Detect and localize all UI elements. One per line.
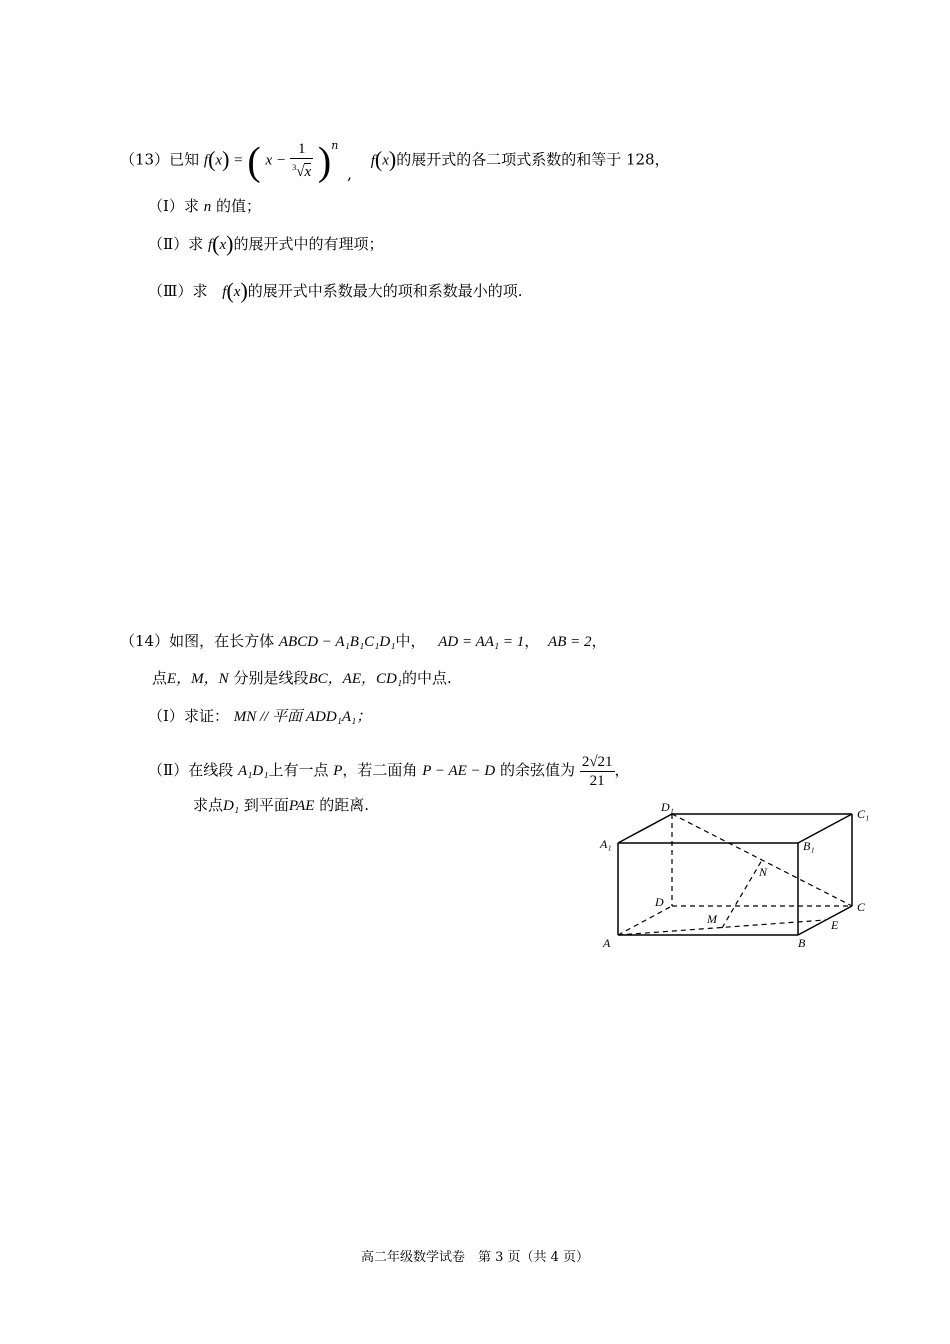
page-footer: 高二年级数学试卷 第 3 页（共 4 页） xyxy=(360,1250,590,1265)
q13-func-var: x xyxy=(215,152,223,169)
label-d: D xyxy=(655,895,664,909)
label-a: A xyxy=(603,936,611,950)
label-d1: D₁ xyxy=(661,800,674,814)
q14-part2-line2: 求点D₁ 到平面PAE 的距离. xyxy=(193,796,369,814)
q13-comma: , xyxy=(347,164,352,183)
label-c: C xyxy=(857,900,866,914)
cuboid-figure xyxy=(595,798,895,958)
q14-line2: 点E，M，N 分别是线段BC，AE，CD₁的中点. xyxy=(152,669,452,687)
q13-condition: 的展开式的各二项式系数的和等于 128， xyxy=(396,150,670,169)
q13-root-var: x xyxy=(304,164,312,180)
label-m: M xyxy=(707,912,717,926)
q13-exponent: n xyxy=(331,138,339,152)
label-n: N xyxy=(759,865,768,879)
edge-a-d xyxy=(618,906,672,935)
q13-frac-num: 1 xyxy=(290,140,313,159)
q13-root-index: 3 xyxy=(292,163,297,172)
q13-intro: 已知 xyxy=(169,150,200,169)
q14-solid: ABCD − A₁B₁C₁D₁ xyxy=(278,634,396,650)
label-b: B xyxy=(798,936,806,950)
label-c1: C₁ xyxy=(857,807,870,821)
q13-func: f xyxy=(203,152,209,169)
label-a1: A₁ xyxy=(600,837,612,851)
segment-a-e xyxy=(618,920,825,935)
label-b1: B₁ xyxy=(803,839,815,853)
q14-part1: （Ⅰ）求证： MN // 平面 ADD₁A₁； xyxy=(148,707,372,725)
q13-x: x xyxy=(265,152,273,169)
label-e: E xyxy=(831,918,839,932)
segment-m-n xyxy=(722,860,762,928)
q13-fraction: $\frac{1}{^3√x}$ xyxy=(292,141,312,180)
q14-part2: （Ⅱ）在线段 A₁D₁上有一点 P，若二面角 P − AE − D 的余弦值为 $\frac{2√21}{21}$ ， xyxy=(148,753,630,789)
q13-part2: （Ⅱ）求 f(x)的展开式中的有理项； xyxy=(148,231,384,256)
q13-part1: （Ⅰ）求 n 的值； xyxy=(148,197,262,215)
q14-stem: （14）如图，在长方体 ABCD − A₁B₁C₁D₁中， AD = AA₁ = 1， AB = 2， xyxy=(120,632,607,650)
edge-a1-d1 xyxy=(618,814,672,843)
q13-number: （13） xyxy=(120,150,170,169)
q13-part3: （Ⅲ）求 f(x)的展开式中系数最大的项和系数最小的项. xyxy=(148,278,523,303)
q13-stem: （13）已知 f(x) = ( x − $\frac{1}{^3√x}$ )$^n$ , f(x)的展开式的各二项式系数的和等于 128， xyxy=(120,138,670,184)
q14-cos-fraction: $\frac{2√21}{21}$ xyxy=(581,753,613,789)
